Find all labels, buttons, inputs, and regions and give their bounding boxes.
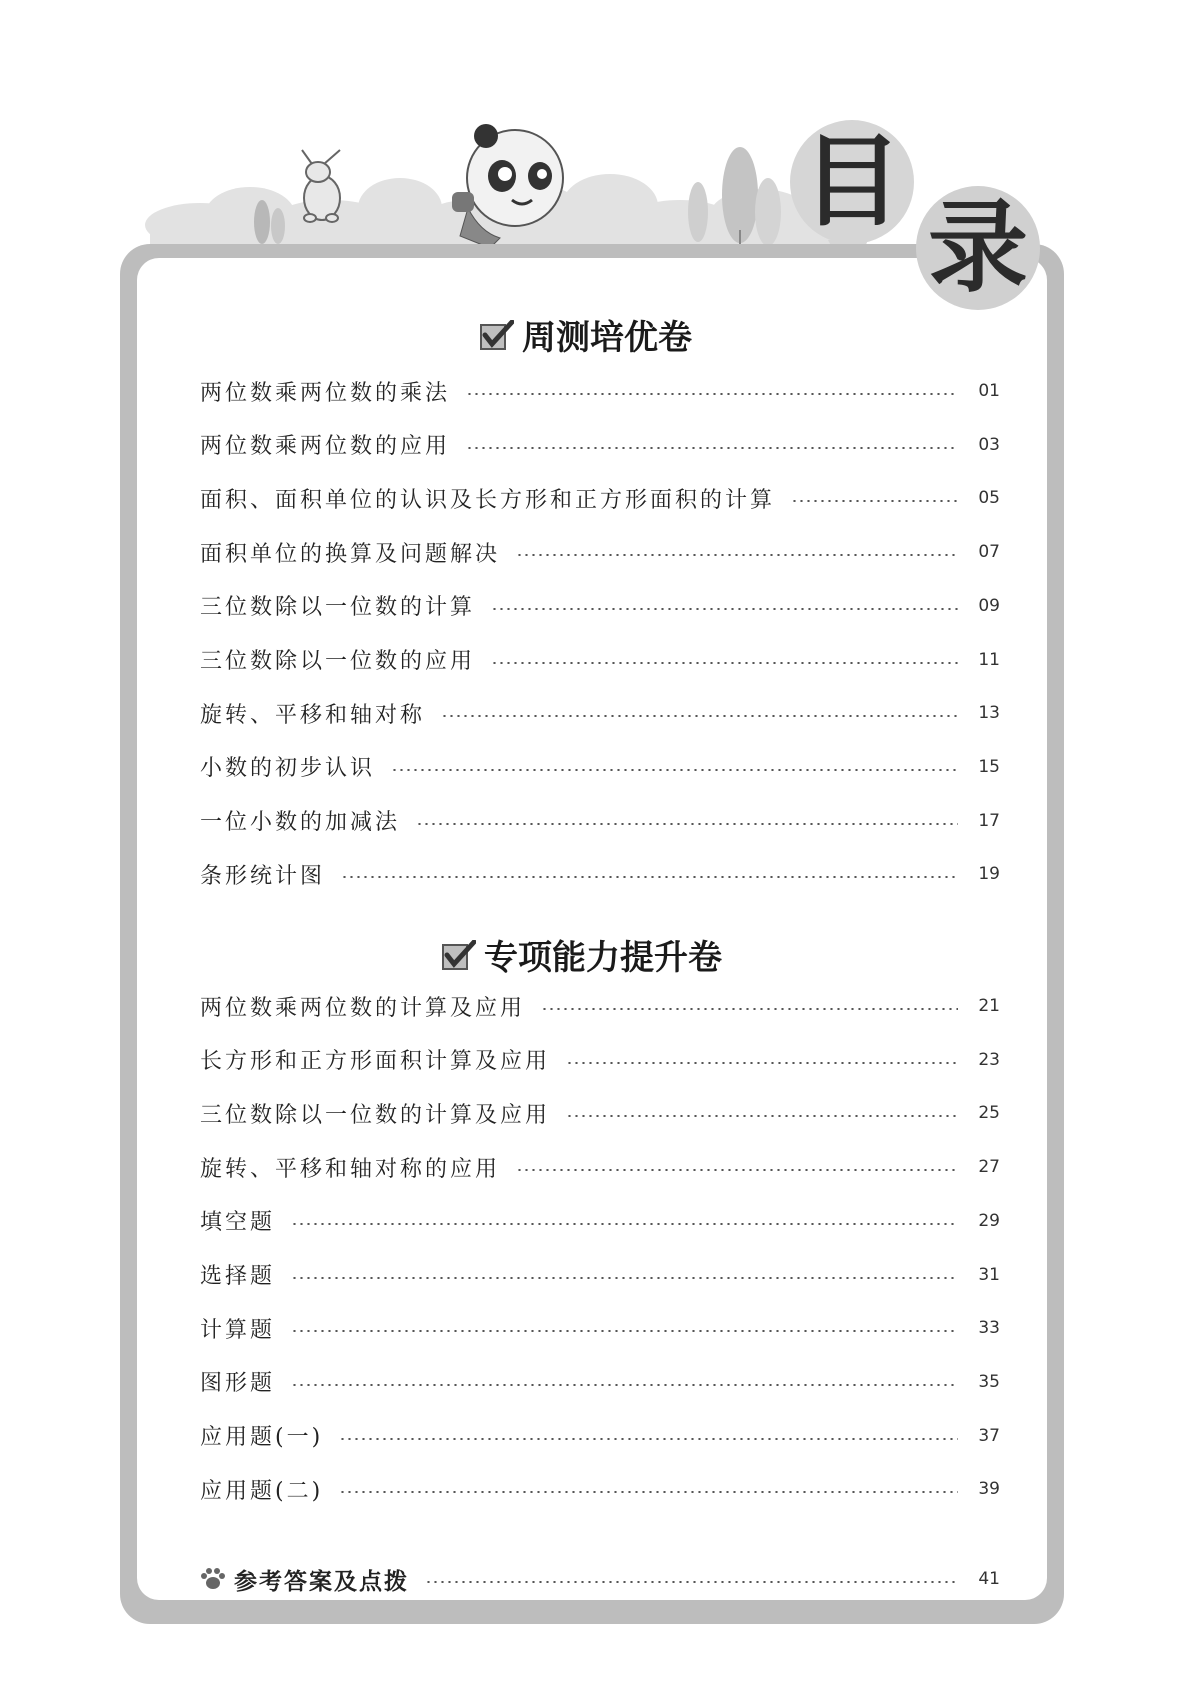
toc-page-number: 23	[978, 1049, 1000, 1070]
toc-label: 参考答案及点拨	[234, 1568, 409, 1595]
toc-row[interactable]	[200, 1203, 1000, 1239]
toc-label: 填空题	[200, 1210, 276, 1236]
section-title: 周测培优卷	[522, 318, 692, 358]
dot-leader	[466, 393, 958, 395]
rabbit-character-icon	[302, 150, 340, 222]
dot-leader	[425, 1581, 958, 1583]
toc-page-number: 05	[978, 488, 1000, 509]
toc-page-number: 33	[978, 1318, 1000, 1339]
toc-page-number: 21	[978, 996, 1000, 1016]
title-char-mu: 目	[790, 120, 914, 244]
toc-label: 三位数除以一位数的计算	[200, 595, 476, 621]
toc-row[interactable]	[200, 1310, 1000, 1346]
toc-row[interactable]	[200, 749, 1000, 785]
dot-leader	[291, 1277, 958, 1279]
toc-row-answers[interactable]	[200, 1561, 1000, 1597]
toc-row[interactable]	[200, 1257, 1000, 1293]
toc-row[interactable]	[200, 588, 1000, 624]
toc-page-number: 11	[978, 649, 1000, 670]
toc-page-number: 15	[978, 756, 1000, 777]
toc-page-number: 25	[978, 1103, 1000, 1124]
dot-leader	[341, 876, 958, 878]
toc-label: 面积、面积单位的认识及长方形和正方形面积的计算	[200, 487, 776, 513]
toc-label: 选择题	[200, 1264, 276, 1289]
dot-leader	[791, 500, 958, 502]
toc-row[interactable]	[200, 1042, 1000, 1078]
toc-label: 长方形和正方形面积计算及应用	[200, 1049, 551, 1075]
dot-leader	[516, 1169, 958, 1171]
toc-label: 应用题(一)	[200, 1425, 324, 1451]
dot-leader	[391, 769, 958, 771]
dot-leader	[541, 1008, 958, 1010]
dot-leader	[339, 1491, 958, 1493]
toc-row[interactable]	[200, 1149, 1000, 1185]
dot-leader	[416, 823, 958, 825]
dot-leader	[566, 1062, 958, 1064]
section-title: 专项能力提升卷	[484, 938, 722, 978]
toc-label: 应用题(二)	[200, 1478, 324, 1504]
dot-leader	[291, 1384, 958, 1386]
toc-row[interactable]	[200, 1471, 1000, 1507]
checkbox-check-icon	[480, 320, 514, 350]
toc-row[interactable]	[200, 480, 1000, 516]
dot-leader	[516, 554, 958, 556]
toc-row[interactable]	[200, 642, 1000, 678]
toc-label: 三位数除以一位数的应用	[200, 649, 476, 674]
toc-label: 旋转、平移和轴对称的应用	[200, 1156, 501, 1182]
toc-row[interactable]	[200, 1418, 1000, 1454]
toc-page-number: 03	[978, 434, 1000, 455]
toc-page-number: 39	[978, 1479, 1000, 1500]
toc-label: 三位数除以一位数的计算及应用	[200, 1102, 551, 1128]
toc-row[interactable]	[200, 803, 1000, 839]
dot-leader	[491, 608, 958, 610]
toc-label: 图形题	[200, 1371, 276, 1397]
toc-label: 旋转、平移和轴对称	[200, 702, 426, 728]
toc-row[interactable]	[200, 373, 1000, 409]
dot-leader	[339, 1438, 958, 1440]
toc-page-number: 19	[978, 864, 1000, 885]
dot-leader	[566, 1115, 958, 1117]
toc-page-number: 01	[978, 381, 1000, 401]
toc-page-number: 31	[978, 1264, 1000, 1285]
toc-label: 计算题	[200, 1317, 276, 1343]
toc-page-number: 27	[978, 1157, 1000, 1178]
title-char-lu: 录	[916, 186, 1040, 310]
checkbox-check-icon	[442, 940, 476, 970]
dot-leader	[291, 1223, 958, 1225]
toc-row[interactable]	[200, 695, 1000, 731]
toc-page-number: 17	[978, 810, 1000, 831]
toc-page-number: 29	[978, 1210, 1000, 1231]
toc-label: 两位数乘两位数的应用	[200, 434, 451, 460]
dot-leader	[291, 1330, 958, 1332]
toc-page-number: 41	[978, 1569, 1000, 1589]
toc-row[interactable]	[200, 427, 1000, 463]
toc-row[interactable]	[200, 534, 1000, 570]
toc-row[interactable]	[200, 1364, 1000, 1400]
toc-label: 条形统计图	[200, 863, 326, 889]
section-heading-weekly	[480, 310, 692, 359]
toc-row[interactable]	[200, 856, 1000, 892]
dot-leader	[441, 715, 958, 717]
toc-row[interactable]	[200, 988, 1000, 1024]
toc-page-number: 07	[978, 542, 1000, 563]
toc-row[interactable]	[200, 1095, 1000, 1131]
toc-label: 一位小数的加减法	[200, 810, 401, 836]
toc-label: 两位数乘两位数的计算及应用	[200, 995, 526, 1021]
toc-page-number: 09	[978, 595, 1000, 616]
toc-label: 面积单位的换算及问题解决	[200, 541, 501, 567]
dot-leader	[491, 662, 958, 664]
section-heading-special	[442, 930, 722, 979]
dot-leader	[466, 447, 958, 449]
toc-label: 两位数乘两位数的乘法	[200, 380, 451, 406]
toc-label: 小数的初步认识	[200, 756, 376, 782]
toc-page-number: 35	[978, 1371, 1000, 1392]
paw-print-icon	[200, 1567, 226, 1591]
toc-page-number: 37	[978, 1425, 1000, 1446]
toc-page-number: 13	[978, 703, 1000, 724]
